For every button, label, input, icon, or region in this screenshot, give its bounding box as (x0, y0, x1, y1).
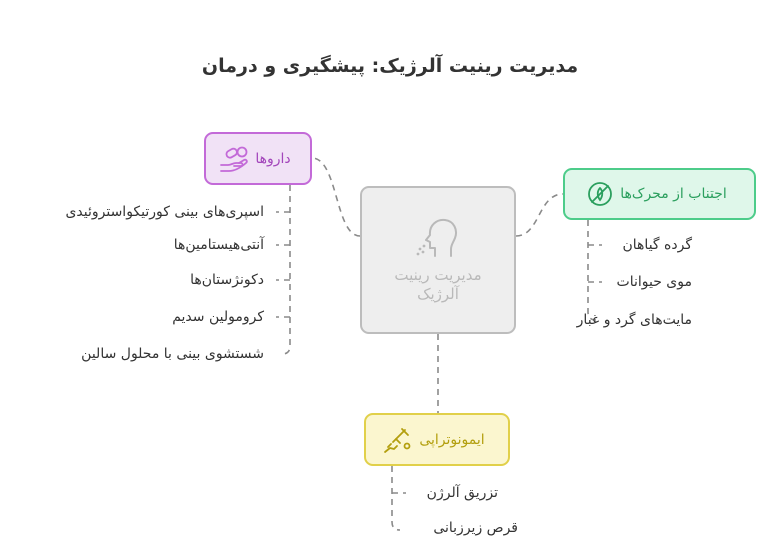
link-drugs-trunk (282, 185, 290, 354)
drugs-label: داروها (255, 150, 291, 167)
center-node[interactable] (360, 186, 516, 334)
link-center-drugs (312, 158, 360, 236)
link-center-avoid (516, 194, 563, 236)
link-immuno-trunk (392, 466, 400, 530)
avoid-triggers-node[interactable] (563, 168, 756, 220)
avoid-triggers-label: اجتناب از محرک‌ها (620, 186, 727, 202)
no-allergen-icon (586, 180, 614, 208)
immuno-item-sublingual-tablet: قرص زیرزبانی (433, 520, 518, 536)
drugs-item-cromolyn: کرومولین سدیم (172, 309, 264, 325)
immunotherapy-node[interactable] (364, 413, 510, 466)
avoid-item-pet-hair: موی حیوانات (616, 274, 692, 290)
drugs-item-saline-rinse: شستشوی بینی با محلول سالین (81, 346, 264, 362)
drugs-node[interactable] (204, 132, 312, 185)
drugs-item-decongestants: دکونژستان‌ها (190, 272, 264, 288)
drugs-item-nasal-corticosteroid: اسپری‌های بینی کورتیکواستروئیدی (65, 204, 264, 220)
immunotherapy-label: ایمونوتراپی (419, 431, 485, 448)
head-profile-icon (415, 216, 461, 260)
avoid-item-pollen: گرده گیاهان (622, 237, 692, 253)
diagram-title: مدیریت رینیت آلرژیک: پیشگیری و درمان (201, 55, 579, 77)
hand-pills-icon (219, 145, 249, 173)
center-label: مدیریت رینیت آلرژیک (394, 265, 482, 303)
syringe-hand-icon (383, 426, 413, 454)
drugs-item-antihistamines: آنتی‌هیستامین‌ها (173, 237, 264, 253)
immuno-item-allergen-injection: تزریق آلرژن (426, 485, 498, 501)
link-avoid-trunk (588, 220, 596, 320)
avoid-item-dust-mites: مایت‌های گرد و غبار (576, 312, 692, 328)
